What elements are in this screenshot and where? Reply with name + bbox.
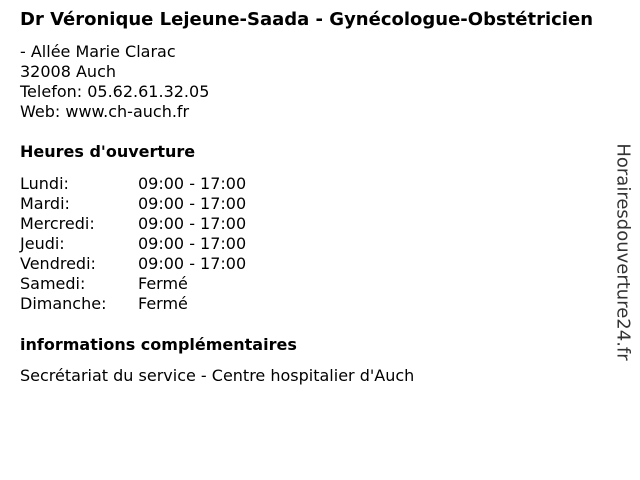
time-value: 09:00 - 17:00 [138, 214, 247, 233]
hours-row-thursday [20, 234, 620, 254]
day-label: Lundi: [20, 174, 69, 193]
day-label: Vendredi: [20, 254, 96, 273]
day-label: Mardi: [20, 194, 70, 213]
time-value: 09:00 - 17:00 [138, 234, 247, 253]
phone-number: Telefon: 05.62.61.32.05 [20, 82, 210, 101]
hours-row-sunday [20, 294, 620, 314]
day-label: Samedi: [20, 274, 86, 293]
day-label: Jeudi: [20, 234, 65, 253]
hours-heading: Heures d'ouverture [20, 142, 196, 161]
hours-row-monday [20, 174, 620, 194]
info-heading: informations complémentaires [20, 335, 297, 354]
website: Web: www.ch-auch.fr [20, 102, 190, 121]
day-label: Mercredi: [20, 214, 95, 233]
street-address: - Allée Marie Clarac [20, 42, 176, 61]
hours-row-friday [20, 254, 620, 274]
watermark-text: Horairesdouverture24.fr [612, 143, 634, 361]
day-label: Dimanche: [20, 294, 107, 313]
info-text: Secrétariat du service - Centre hospitalier d'Auch [20, 366, 415, 385]
time-value: Fermé [138, 274, 188, 293]
address-block [20, 42, 620, 122]
time-value: 09:00 - 17:00 [138, 254, 247, 273]
time-value: 09:00 - 17:00 [138, 194, 247, 213]
page-content [20, 10, 620, 386]
time-value: Fermé [138, 294, 188, 313]
hours-row-wednesday [20, 214, 620, 234]
time-value: 09:00 - 17:00 [138, 174, 247, 193]
hours-table [20, 174, 620, 314]
hours-row-tuesday [20, 194, 620, 214]
hours-row-saturday [20, 274, 620, 294]
page-title: Dr Véronique Lejeune-Saada - Gynécologue-Obstétricien [20, 9, 594, 30]
postal-city: 32008 Auch [20, 62, 117, 81]
